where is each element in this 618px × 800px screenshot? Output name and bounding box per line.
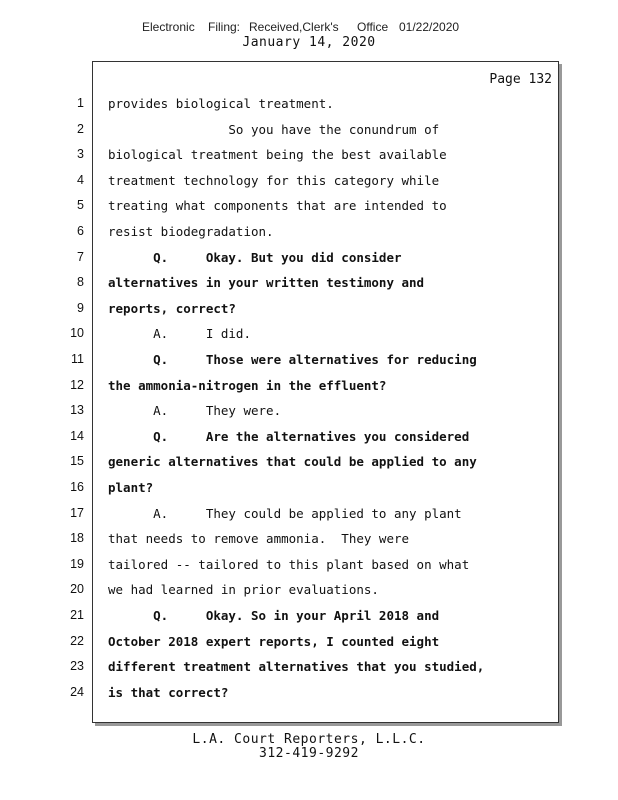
line-text: biological treatment being the best available xyxy=(108,147,447,163)
line-text: A. I did. xyxy=(108,326,251,342)
line-number: 20 xyxy=(70,582,84,597)
transcript-line xyxy=(0,373,618,397)
transcript-line xyxy=(0,270,618,294)
line-text: So you have the conundrum of xyxy=(108,121,440,137)
transcript-line xyxy=(0,449,618,473)
line-number: 17 xyxy=(70,505,84,520)
transcript-line xyxy=(0,168,618,192)
line-number: 24 xyxy=(70,684,84,699)
line-text: treatment technology for this category while xyxy=(108,172,440,188)
line-number: 7 xyxy=(77,249,84,264)
line-text: A. They could be applied to any plant xyxy=(108,505,462,521)
transcript-line xyxy=(0,347,618,371)
line-number: 14 xyxy=(70,428,84,443)
filing-label: Filing: xyxy=(208,20,241,34)
line-text: generic alternatives that could be applied to any xyxy=(108,454,477,470)
line-number: 2 xyxy=(77,121,84,136)
line-text: plant? xyxy=(108,480,154,495)
line-number: 18 xyxy=(70,531,84,546)
line-text: different treatment alternatives that you studied, xyxy=(108,659,485,675)
line-number: 19 xyxy=(70,556,84,571)
line-number: 11 xyxy=(71,352,84,366)
transcript-line xyxy=(0,296,618,320)
line-text: treating what components that are intended to xyxy=(108,198,447,214)
line-text: the ammonia-nitrogen in the effluent? xyxy=(108,377,387,393)
line-number: 6 xyxy=(77,224,84,238)
line-number: 4 xyxy=(77,172,84,187)
transcript-line xyxy=(0,424,618,448)
transcript-line xyxy=(0,245,618,269)
line-number: 16 xyxy=(70,480,84,494)
transcript-line xyxy=(0,193,618,217)
footer-company: L.A. Court Reporters, L.L.C. xyxy=(192,732,426,747)
line-number: 13 xyxy=(70,403,84,418)
footer-phone: 312-419-9292 xyxy=(259,746,359,761)
line-text: tailored -- tailored to this plant based on what xyxy=(108,556,470,572)
line-text: A. They were. xyxy=(108,403,282,419)
line-number: 5 xyxy=(77,198,84,213)
transcript-line xyxy=(0,552,618,576)
transcript-line xyxy=(0,117,618,141)
line-number: 15 xyxy=(70,454,84,469)
filing-received: Received,Clerk's xyxy=(249,20,339,34)
transcript-line xyxy=(0,321,618,345)
line-text: that needs to remove ammonia. They were xyxy=(108,531,410,547)
line-number: 3 xyxy=(77,147,84,162)
line-text: Q. Are the alternatives you considered xyxy=(108,428,470,444)
footer xyxy=(0,733,618,761)
transcript-line xyxy=(0,219,618,243)
transcript-line xyxy=(0,577,618,601)
line-text: resist biodegradation. xyxy=(108,224,274,239)
transcript-date: January 14, 2020 xyxy=(242,35,376,50)
line-number: 1 xyxy=(77,96,84,110)
line-text: Q. Those were alternatives for reducing xyxy=(108,352,477,367)
transcript-line xyxy=(0,680,618,704)
line-number: 12 xyxy=(70,377,84,392)
line-number: 8 xyxy=(77,275,84,290)
line-number: 21 xyxy=(70,608,84,622)
line-number: 9 xyxy=(77,300,84,315)
line-text: we had learned in prior evaluations. xyxy=(108,582,379,598)
line-number: 22 xyxy=(70,633,84,648)
line-text: is that correct? xyxy=(108,684,229,700)
transcript-line xyxy=(0,501,618,525)
transcript-line xyxy=(0,142,618,166)
page-number: Page 132 xyxy=(489,72,552,87)
filing-office: Office xyxy=(357,20,389,34)
transcript-line xyxy=(0,654,618,678)
transcript-line xyxy=(0,475,618,499)
line-text: October 2018 expert reports, I counted eight xyxy=(108,633,440,649)
line-text: Q. Okay. So in your April 2018 and xyxy=(108,608,440,623)
line-text: provides biological treatment. xyxy=(108,96,334,111)
line-number: 10 xyxy=(70,326,84,341)
filing-electronic: Electronic xyxy=(142,20,195,34)
line-text: alternatives in your written testimony and xyxy=(108,275,425,291)
transcript-line xyxy=(0,603,618,627)
transcript-line xyxy=(0,629,618,653)
transcript-line xyxy=(0,398,618,422)
line-text: reports, correct? xyxy=(108,300,236,316)
transcript-line xyxy=(0,526,618,550)
line-text: Q. Okay. But you did consider xyxy=(108,249,402,265)
line-number: 23 xyxy=(70,659,84,674)
transcript-line xyxy=(0,91,618,115)
filing-date: 01/22/2020 xyxy=(399,20,460,34)
